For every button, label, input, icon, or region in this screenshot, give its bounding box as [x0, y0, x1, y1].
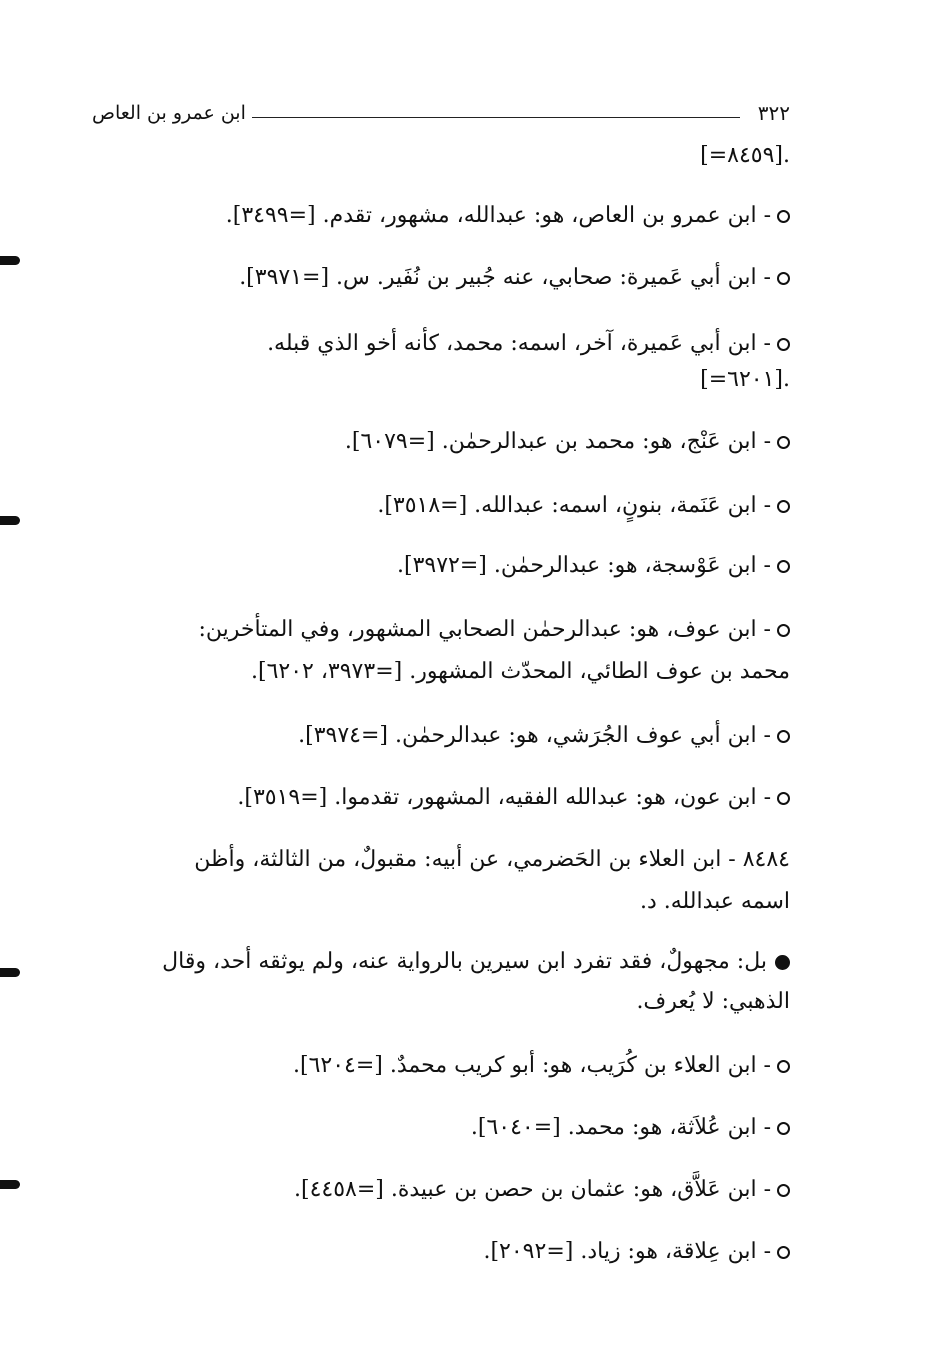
open-circle-bullet-icon [777, 1122, 790, 1135]
open-circle-bullet-icon [777, 624, 790, 637]
open-circle-bullet-icon [777, 730, 790, 743]
solid-circle-bullet-icon [775, 955, 790, 970]
scan-edge-mark [0, 1180, 20, 1189]
page-header [92, 96, 790, 130]
open-circle-bullet-icon [777, 792, 790, 805]
entry-line: - ابن العلاء بن كُرَيب، هو: أبو كريب محمدٌ. [=٦٢٠٤]. [293, 1048, 790, 1084]
entry-line: - ابن أبي عَميرة: صحابي، عنه جُبير بن نُفَير. س. [=٣٩٧١]. [239, 260, 790, 296]
scan-edge-mark [0, 968, 20, 977]
running-title: ابن عمرو بن العاص [92, 102, 246, 124]
text-line: [=٨٤٥٩]. [700, 143, 790, 168]
text-line: اسمه عبدالله. د. [639, 889, 790, 914]
open-circle-bullet-icon [777, 436, 790, 449]
entry-line: - ابن عوف، هو: عبدالرحمٰن الصحابي المشهور، وفي المتأخرين: [199, 612, 791, 648]
entry-line: - ابن أبي عوف الجُرَشي، هو: عبدالرحمٰن. [=٣٩٧٤]. [298, 718, 790, 754]
scan-edge-mark [0, 516, 20, 525]
comment-line: بل: مجهولٌ، فقد تفرد ابن سيرين بالرواية عنه، ولم يوثقه أحد، وقال [162, 944, 790, 980]
open-circle-bullet-icon [777, 338, 790, 351]
entry-line: - ابن عَوْسجة، هو: عبدالرحمٰن. [=٣٩٧٢]. [397, 548, 790, 584]
entry-line: - ابن عَلاَّق، هو: عثمان بن حصن بن عبيدة. [=٤٤٥٨]. [294, 1172, 790, 1208]
open-circle-bullet-icon [777, 272, 790, 285]
open-circle-bullet-icon [777, 500, 790, 513]
entry-line: ٨٤٨٤ - ابن العلاء بن الحَضرمي، عن أبيه: مقبولٌ، من الثالثة، وأظن [194, 847, 790, 872]
text-line: الذهبي: لا يُعرف. [636, 989, 790, 1014]
open-circle-bullet-icon [777, 560, 790, 573]
text-line: محمد بن عوف الطائي، المحدّث المشهور. [=٣٩٧٣، ٦٢٠٢]. [250, 659, 790, 684]
open-circle-bullet-icon [777, 1184, 790, 1197]
entry-line: - ابن عَنْج، هو: محمد بن عبدالرحمٰن. [=٦٠٧٩]. [345, 424, 790, 460]
open-circle-bullet-icon [777, 1060, 790, 1073]
entry-line: - ابن أبي عَميرة، آخر، اسمه: محمد، كأنه أخو الذي قبله. [267, 326, 790, 362]
page-number: ٣٢٢ [757, 101, 790, 125]
open-circle-bullet-icon [777, 210, 790, 223]
entry-line: - ابن عِلاقة، هو: زياد. [=٢٠٩٢]. [483, 1234, 790, 1270]
entry-line: - ابن عمرو بن العاص، هو: عبدالله، مشهور، تقدم. [=٣٤٩٩]. [226, 198, 790, 234]
header-rule [252, 117, 740, 118]
open-circle-bullet-icon [777, 1246, 790, 1259]
entry-line: - ابن عَنَمة، بنونٍ، اسمه: عبدالله. [=٣٥١٨]. [377, 488, 790, 524]
scan-edge-mark [0, 256, 20, 265]
text-line: [=٦٢٠١]. [700, 367, 790, 392]
entry-line: - ابن عون، هو: عبدالله الفقيه، المشهور، تقدموا. [=٣٥١٩]. [237, 780, 790, 816]
entry-line: - ابن عُلاَثة، هو: محمد. [=٦٠٤٠]. [471, 1110, 790, 1146]
